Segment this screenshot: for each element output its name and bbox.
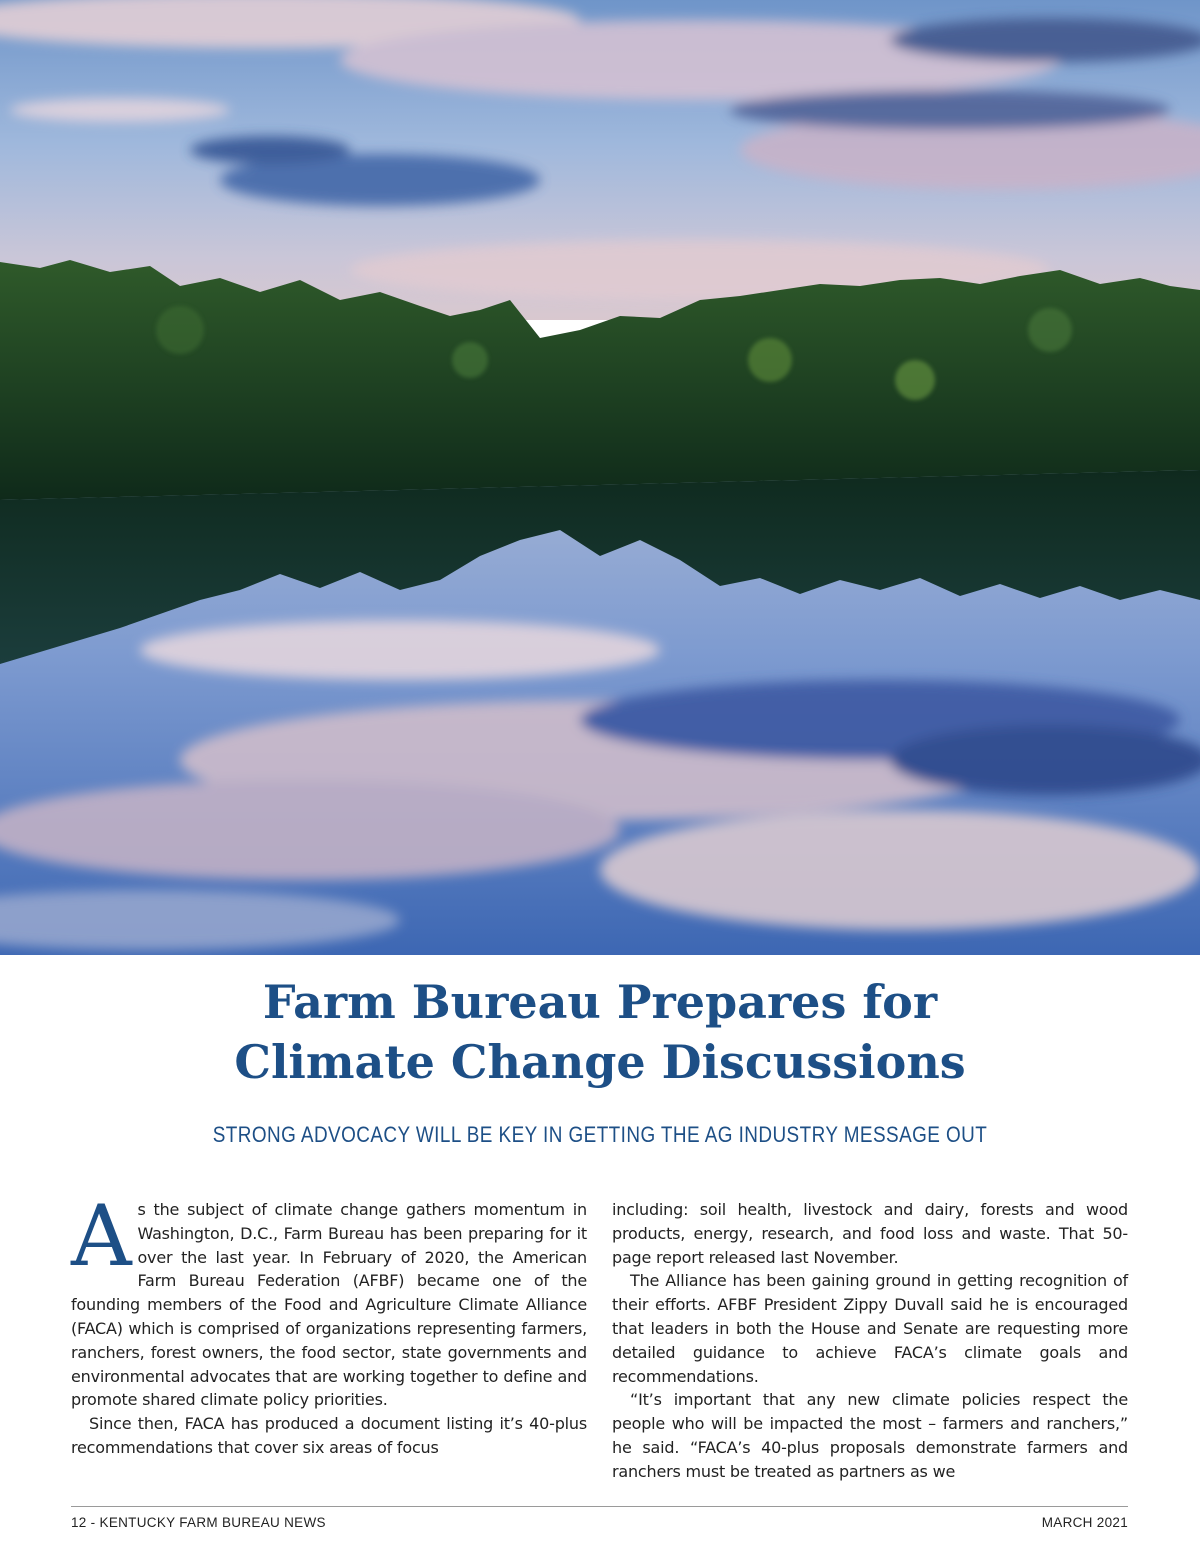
- body-column-right: [612, 1198, 1128, 1484]
- paragraph: [71, 1187, 587, 1412]
- title-line-2: Climate Change Discussions: [234, 1035, 966, 1089]
- footer-divider: [71, 1506, 1128, 1507]
- paragraph-text: s the subject of climate change gathers momentum in Washington, D.C., Farm Bureau has been preparing for it over the last year. In February of 2020, the American Farm Bureau Federation (AFBF) became one of the founding members of the Food and Agriculture Climate Alliance (FACA) which is comprised of organizations representing farmers, ranchers, forest owners, the food sector, state governments and environmental advocates that are working together to define and promote shared climate policy priorities.: [71, 1200, 587, 1410]
- footer-publication: 12 - KENTUCKY FARM BUREAU NEWS: [71, 1515, 326, 1530]
- paragraph: “It’s important that any new climate policies respect the people who will be impacted the most – farmers and ranchers,” he said. “FACA’s 40-plus proposals demonstrate farmers and ranchers must be treated as partners as we: [612, 1390, 1128, 1481]
- footer-date: MARCH 2021: [1041, 1515, 1128, 1530]
- paragraph: including: soil health, livestock and dairy, forests and wood products, energy, research, and food loss and waste. That 50-page report released last November.: [612, 1200, 1128, 1267]
- drop-cap: A: [71, 1187, 132, 1285]
- title-line-1: Farm Bureau Prepares for: [262, 975, 938, 1029]
- paragraph: The Alliance has been gaining ground in getting recognition of their efforts. AFBF President Zippy Duvall said he is encouraged that leaders in both the House and Senate are requesting more detailed guidance to achieve FACA’s climate goals and recommendations.: [612, 1271, 1128, 1386]
- article-title: [0, 972, 1200, 1092]
- article-subtitle: STRONG ADVOCACY WILL BE KEY IN GETTING THE AG INDUSTRY MESSAGE OUT: [212, 1122, 988, 1147]
- paragraph: Since then, FACA has produced a document listing it’s 40-plus recommendations that cover six areas of focus: [71, 1414, 587, 1457]
- body-column-left: [71, 1187, 587, 1460]
